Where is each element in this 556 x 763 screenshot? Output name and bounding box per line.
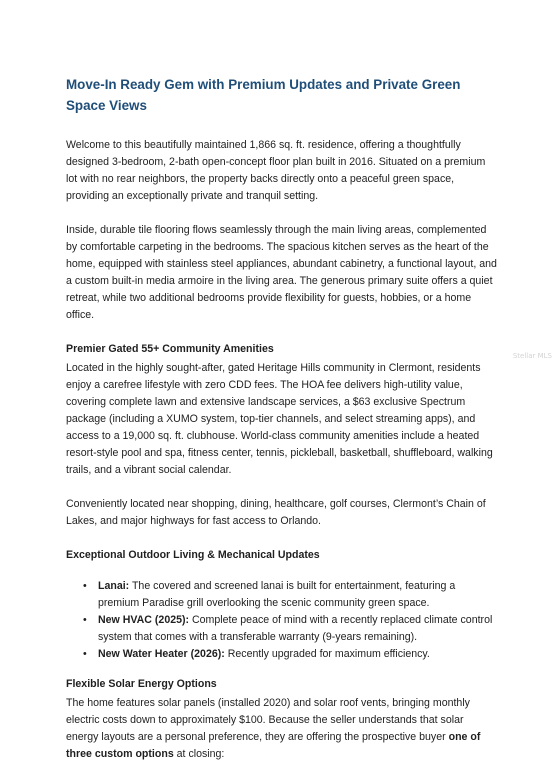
solar-text-start: The home features solar panels (installed 2020) and solar roof vents, bringing monthly electric costs down to approximately $100. Because the seller understands that solar energy layouts are a personal preference, they are offering the prospective buyer [66, 697, 470, 743]
solar-heading: Flexible Solar Energy Options [66, 678, 217, 690]
amenities-paragraph: Located in the highly sought-after, gated Heritage Hills community in Clermont, residents enjoy a carefree lifestyle with zero CDD fees. The HOA fee delivers high-utility value, covering complete lawn and extensive landscape services, a $63 exclusive Spectrum package (including a XUMO system, top-tier channels, and select streaming apps), and access to a 19,000 sq. ft. clubhouse. World-class community amenities include a heated resort-style pool and spa, fitness center, tennis, pickleball, basketball, shuffleboard, walking trails, and a vibrant social calendar. [66, 362, 493, 476]
water-heater-label: New Water Heater (2026): [98, 648, 225, 660]
outdoor-heading: Exceptional Outdoor Living & Mechanical Updates [66, 549, 320, 561]
list-item-lanai [83, 578, 498, 612]
hvac-label: New HVAC (2025): [98, 614, 190, 626]
list-item-water-heater [83, 646, 498, 663]
bullet-icon: • [83, 648, 87, 660]
amenities-heading: Premier Gated 55+ Community Amenities [66, 343, 274, 355]
location-paragraph: Conveniently located near shopping, dining, healthcare, golf courses, Clermont’s Chain of Lakes, and major highways for fast access to Orlando. [66, 498, 486, 527]
bullet-icon: • [83, 614, 87, 626]
solar-paragraph [66, 695, 498, 763]
mls-watermark: Stellar MLS [512, 352, 552, 360]
list-item-hvac [83, 612, 498, 646]
document-content [66, 74, 498, 763]
solar-options-emphasis: one of three custom options [66, 731, 481, 760]
updates-list [66, 578, 498, 663]
hvac-text: Complete peace of mind with a recently replaced climate control system that comes with a transferable warranty (9-years remaining). [98, 614, 493, 643]
listing-title: Move-In Ready Gem with Premium Updates and Private Green Space Views [66, 77, 461, 113]
water-heater-text: Recently upgraded for maximum efficiency. [224, 648, 430, 660]
solar-text-end: at closing: [173, 748, 225, 760]
intro-paragraph: Welcome to this beautifully maintained 1,866 sq. ft. residence, offering a thoughtfully designed 3-bedroom, 2-bath open-concept floor plan built in 2016. Situated on a premium lot with no rear neighbors, the property backs directly onto a peaceful green space, providing an exceptionally private and tranquil setting. [66, 139, 486, 202]
bullet-icon: • [83, 580, 87, 592]
lanai-label: Lanai: [98, 580, 130, 592]
lanai-text: The covered and screened lanai is built for entertainment, featuring a premium Paradise grill overlooking the scenic community green space. [98, 580, 456, 609]
interior-paragraph: Inside, durable tile flooring flows seamlessly through the main living areas, complemented by comfortable carpeting in the bedrooms. The spacious kitchen serves as the heart of the home, equipped with stainless steel appliances, abundant cabinetry, a functional layout, and a custom built-in media armoire in the living area. The generous primary suite offers a quiet retreat, while two additional bedrooms provide flexibility for guests, hobbies, or a home office. [66, 224, 497, 321]
